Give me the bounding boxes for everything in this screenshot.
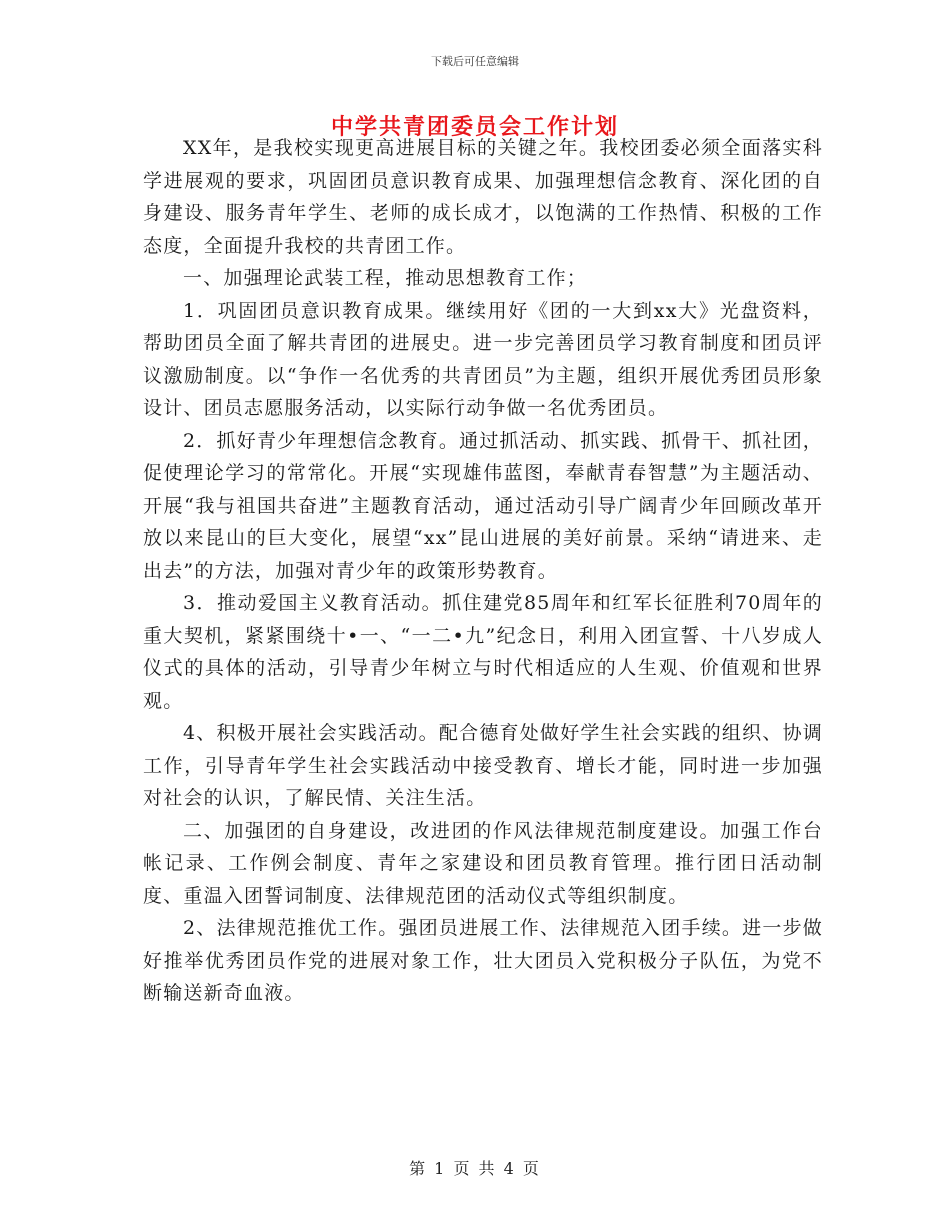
paragraph-item-4: 4、积极开展社会实践活动。配合德育处做好学生社会实践的组织、协调工作，引导青年学生社会实践活动中接受教育、增长才能，同时进一步加强对社会的认识，了解民情、关注生活。	[143, 722, 823, 809]
document-title: 中学共青团委员会工作计划	[330, 114, 619, 140]
paragraph-section-1-heading: 一、加强理论武装工程，推动思想教育工作；	[183, 267, 588, 289]
header-note: 下载后可任意编辑	[431, 55, 519, 68]
document-body	[143, 132, 823, 1010]
paragraph-item-2: 2．抓好青少年理想信念教育。通过抓活动、抓实践、抓骨干、抓社团，促使理论学习的常常化。开展“实现雄伟蓝图，奉献青春智慧”为主题活动、开展“我与祖国共奋进”主题教育活动，通过活动引导广阔青少年回顾改革开放以来昆山的巨大变化，展望“xx”昆山进展的美好前景。采纳“请进来、走出去”的方法，加强对青少年的政策形势教育。	[143, 429, 823, 582]
page-indicator: 第 1 页 共 4 页	[409, 1159, 541, 1178]
paragraph-item-1: 1．巩固团员意识教育成果。继续用好《团的一大到xx大》光盘资料，帮助团员全面了解共青团的进展史。进一步完善团员学习教育制度和团员评议激励制度。以“争作一名优秀的共青团员”为主题，组织开展优秀团员形象设计、团员志愿服务活动，以实际行动争做一名优秀团员。	[143, 299, 823, 419]
paragraph-section-2: 二、加强团的自身建设，改进团的作风法律规范制度建设。加强工作台帐记录、工作例会制度、青年之家建设和团员教育管理。推行团日活动制度、重温入团誓词制度、法律规范团的活动仪式等组织制度。	[143, 819, 823, 907]
paragraph-section-2-item-2: 2、法律规范推优工作。强团员进展工作、法律规范入团手续。进一步做好推举优秀团员作党的进展对象工作，壮大团员入党积极分子队伍，为党不断输送新奇血液。	[143, 917, 823, 1004]
paragraph-item-3: 3．推动爱国主义教育活动。抓住建党85周年和红军长征胜利70周年的重大契机，紧紧围绕十•一、“一二•九”纪念日，利用入团宣誓、十八岁成人仪式的具体的活动，引导青少年树立与时代相适应的人生观、价值观和世界观。	[143, 592, 823, 712]
paragraph-intro: XX年，是我校实现更高进展目标的关键之年。我校团委必须全面落实科学进展观的要求，巩固团员意识教育成果、加强理想信念教育、深化团的自身建设、服务青年学生、老师的成长成才，以饱满的工作热情、积极的工作态度，全面提升我校的共青团工作。	[143, 137, 823, 257]
